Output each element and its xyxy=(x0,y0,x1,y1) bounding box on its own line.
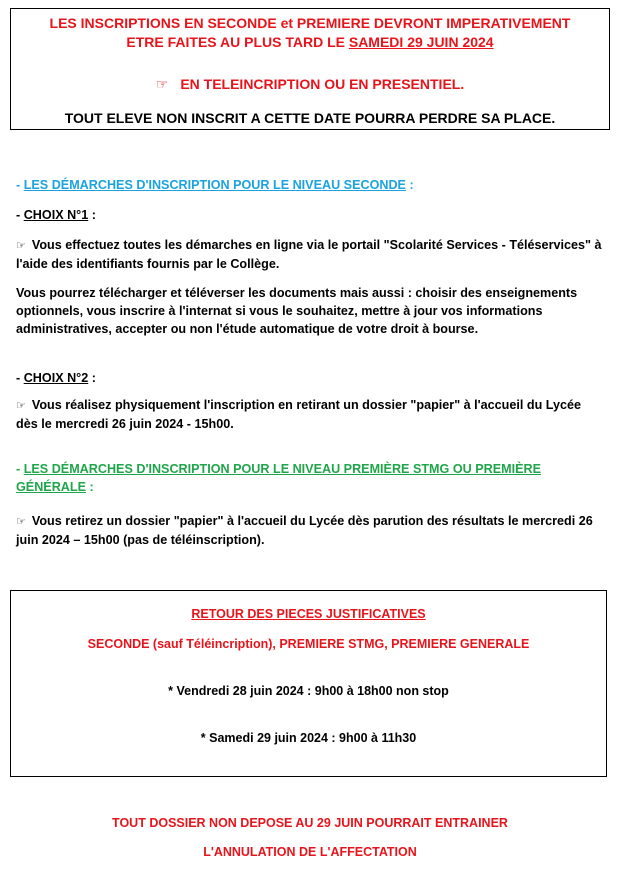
notice-line-3 xyxy=(11,76,609,93)
choix2-dash: - xyxy=(16,371,24,385)
choix1-label: CHOIX N°1 xyxy=(23,208,89,222)
choix2-label: CHOIX N°2 xyxy=(23,371,89,385)
choix1-heading xyxy=(16,206,606,224)
choix1-text: Vous effectuez toutes les démarches en ligne via le portail "Scolarité Services - Téléservices" à l'aide des identifiants fournis par le Collège. xyxy=(16,238,602,271)
notice-mode-text: EN TELEINCRIPTION OU EN PRESENTIEL. xyxy=(180,76,465,92)
premiere-paragraph xyxy=(16,512,606,549)
notice-line-1: LES INSCRIPTIONS EN SECONDE et PREMIERE DEVRONT IMPERATIVEMENT xyxy=(49,15,571,31)
footer-line-1: TOUT DOSSIER NON DEPOSE AU 29 JUIN POURRAIT ENTRAINER xyxy=(112,816,508,830)
notice-deadline-prefix: ETRE FAITES AU PLUS TARD LE xyxy=(126,34,349,50)
choix2-colon: : xyxy=(88,371,96,385)
choix2-text: Vous réalisez physiquement l'inscription en retirant un dossier "papier" à l'accueil du Lycée dès le mercredi 26 juin 2024 - 15h00. xyxy=(16,398,581,431)
choix1-colon: : xyxy=(88,208,96,222)
seconde-heading xyxy=(16,176,606,194)
choix2-heading xyxy=(16,369,606,387)
footer-line-2: L'ANNULATION DE L'AFFECTATION xyxy=(203,845,417,859)
choix1-paragraph xyxy=(16,236,606,273)
premiere-heading xyxy=(16,460,606,496)
seconde-heading-colon: : xyxy=(405,178,414,192)
retour-title: RETOUR DES PIECES JUSTIFICATIVES xyxy=(191,607,426,621)
retour-slot-saturday: * Samedi 29 juin 2024 : 9h00 à 11h30 xyxy=(200,731,417,745)
choix1-details: Vous pourrez télécharger et téléverser les documents mais aussi : choisir des enseignements optionnels, vous inscrire à l'internat si vous le souhaitez, mettre à jour vos informations administratives, accepter ou non l'étude automatique de votre droit à bourse. xyxy=(16,286,578,336)
pointing-hand-icon: ☞ xyxy=(16,400,26,412)
pointing-hand-icon: ☞ xyxy=(155,76,169,92)
retour-slot-friday: * Vendredi 28 juin 2024 : 9h00 à 18h00 non stop xyxy=(168,684,449,698)
pointing-hand-icon: ☞ xyxy=(16,240,26,252)
notice-line-2 xyxy=(11,34,609,50)
notice-box xyxy=(10,8,610,130)
seconde-heading-dash: - xyxy=(16,178,24,192)
choix1-dash: - xyxy=(16,208,24,222)
retour-subtitle: SECONDE (sauf Téléincription), PREMIERE STMG, PREMIERE GENERALE xyxy=(87,637,530,651)
retour-box xyxy=(10,590,607,777)
premiere-heading-text: LES DÉMARCHES D'INSCRIPTION POUR LE NIVEAU PREMIÈRE STMG OU PREMIÈRE GÉNÉRALE xyxy=(16,462,541,494)
seconde-heading-text: LES DÉMARCHES D'INSCRIPTION POUR LE NIVEAU SECONDE xyxy=(23,178,406,192)
pointing-hand-icon: ☞ xyxy=(16,516,26,528)
notice-line-4: TOUT ELEVE NON INSCRIT A CETTE DATE POURRA PERDRE SA PLACE. xyxy=(64,110,556,126)
premiere-heading-dash: - xyxy=(16,462,24,476)
choix2-paragraph xyxy=(16,396,606,433)
notice-deadline-date: SAMEDI 29 JUIN 2024 xyxy=(348,34,494,50)
premiere-text: Vous retirez un dossier "papier" à l'accueil du Lycée dès parution des résultats le mercredi 26 juin 2024 – 15h00 (pas de téléinscription). xyxy=(16,514,593,547)
premiere-heading-colon: : xyxy=(85,480,94,494)
